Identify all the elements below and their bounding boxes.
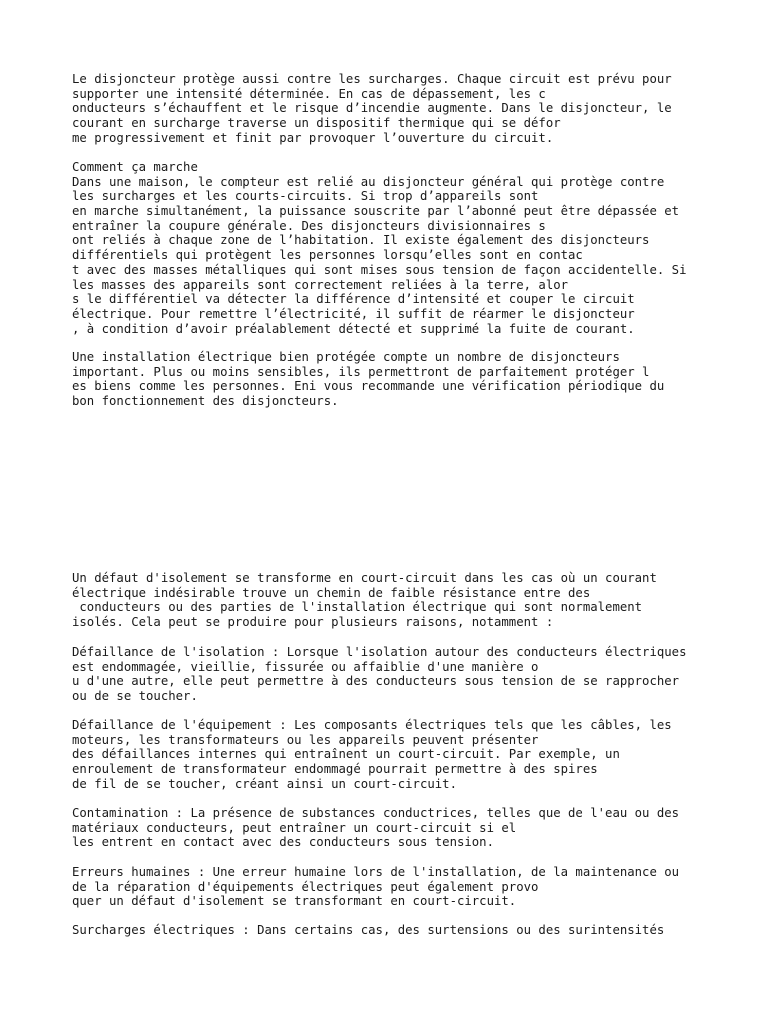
text-line: de fil de se toucher, créant ainsi un court-circuit. — [72, 776, 457, 791]
text-line: t avec des masses métalliques qui sont mises sous tension de façon accidentelle. Si — [72, 262, 687, 277]
text-line: Surcharges électriques : Dans certains cas, des surtensions ou des surintensités — [72, 923, 665, 937]
text-line: u d'une autre, elle peut permettre à des conducteurs sous tension de se rapprocher — [72, 674, 680, 689]
text-line: est endommagée, vieillie, fissurée ou affaiblie d'une manière o — [72, 659, 539, 674]
paragraph-surcharges-electriques — [72, 923, 712, 938]
text-line: Erreurs humaines : Une erreur humaine lors de l'installation, de la maintenance ou — [72, 865, 680, 879]
text-line: onducteurs s’échauffent et le risque d’incendie augmente. Dans le disjoncteur, le — [72, 101, 672, 116]
paragraph-surcharges — [72, 72, 712, 145]
text-line: bon fonctionnement des disjoncteurs. — [72, 394, 339, 409]
text-line: Contamination : La présence de substances conductrices, telles que de l'eau ou des — [72, 806, 680, 820]
text-line: des défaillances internes qui entraînent un court-circuit. Par exemple, un — [72, 747, 620, 762]
text-line: Un défaut d'isolement se transforme en court-circuit dans les cas où un courant — [72, 571, 657, 585]
paragraph-contamination — [72, 806, 712, 850]
text-line: quer un défaut d'isolement se transformant en court-circuit. — [72, 894, 517, 909]
text-line: ou de se toucher. — [72, 689, 198, 704]
text-line: matériaux conducteurs, peut entraîner un court-circuit si el — [72, 820, 517, 835]
text-line: les entrent en contact avec des conducteurs sous tension. — [72, 835, 494, 850]
text-line: isolés. Cela peut se produire pour plusieurs raisons, notamment : — [72, 615, 554, 630]
text-line: , à condition d’avoir préalablement détecté et supprimé la fuite de courant. — [72, 321, 635, 336]
text-line: de la réparation d'équipements électriques peut également provo — [72, 879, 539, 894]
text-line: es biens comme les personnes. Eni vous recommande une vérification périodique du — [72, 379, 665, 394]
text-line: courant en surcharge traverse un dispositif thermique qui se défor — [72, 116, 561, 131]
text-line: important. Plus ou moins sensibles, ils permettront de parfaitement protéger l — [72, 364, 650, 379]
text-line: entraîner la coupure générale. Des disjoncteurs divisionnaires s — [72, 218, 546, 233]
paragraph-erreurs-humaines — [72, 865, 712, 909]
text-line: les masses des appareils sont correctement reliées à la terre, alor — [72, 277, 569, 292]
paragraph-defaillance-isolation — [72, 645, 712, 704]
paragraph-defaillance-equipement — [72, 718, 712, 791]
section-heading: Comment ça marche — [72, 160, 198, 174]
text-line: Le disjoncteur protège aussi contre les surcharges. Chaque circuit est prévu pour — [72, 72, 672, 86]
paragraph-comment-ca-marche — [72, 160, 712, 336]
text-line: en marche simultanément, la puissance souscrite par l’abonné peut être dépassée et — [72, 204, 680, 219]
text-line: Dans une maison, le compteur est relié au disjoncteur général qui protège contre — [72, 174, 665, 189]
text-line: enroulement de transformateur endommagé pourrait permettre à des spires — [72, 762, 598, 777]
text-line: conducteurs ou des parties de l'installation électrique qui sont normalement — [72, 600, 643, 615]
paragraph-defaut-isolement — [72, 571, 712, 630]
text-line: ont reliés à chaque zone de l’habitation. Il existe également des disjoncteurs — [72, 233, 650, 248]
paragraph-installation — [72, 350, 712, 409]
text-line: les surcharges et les courts-circuits. Si trop d’appareils sont — [72, 189, 539, 204]
text-line: me progressivement et finit par provoquer l’ouverture du circuit. — [72, 130, 554, 145]
text-line: Défaillance de l'isolation : Lorsque l'isolation autour des conducteurs électriques — [72, 645, 687, 659]
text-line: supporter une intensité déterminée. En cas de dépassement, les c — [72, 86, 546, 101]
text-line: électrique indésirable trouve un chemin de faible résistance entre des — [72, 585, 591, 600]
text-line: Une installation électrique bien protégée compte un nombre de disjoncteurs — [72, 350, 620, 364]
text-line: différentiels qui protègent les personnes lorsqu’elles sont en contac — [72, 248, 583, 263]
text-line: s le différentiel va détecter la différence d’intensité et couper le circuit — [72, 292, 635, 307]
text-line: électrique. Pour remettre l’électricité, il suffit de réarmer le disjoncteur — [72, 306, 635, 321]
text-line: Défaillance de l'équipement : Les composants électriques tels que les câbles, les — [72, 718, 672, 732]
text-line: moteurs, les transformateurs ou les appareils peuvent présenter — [72, 732, 539, 747]
